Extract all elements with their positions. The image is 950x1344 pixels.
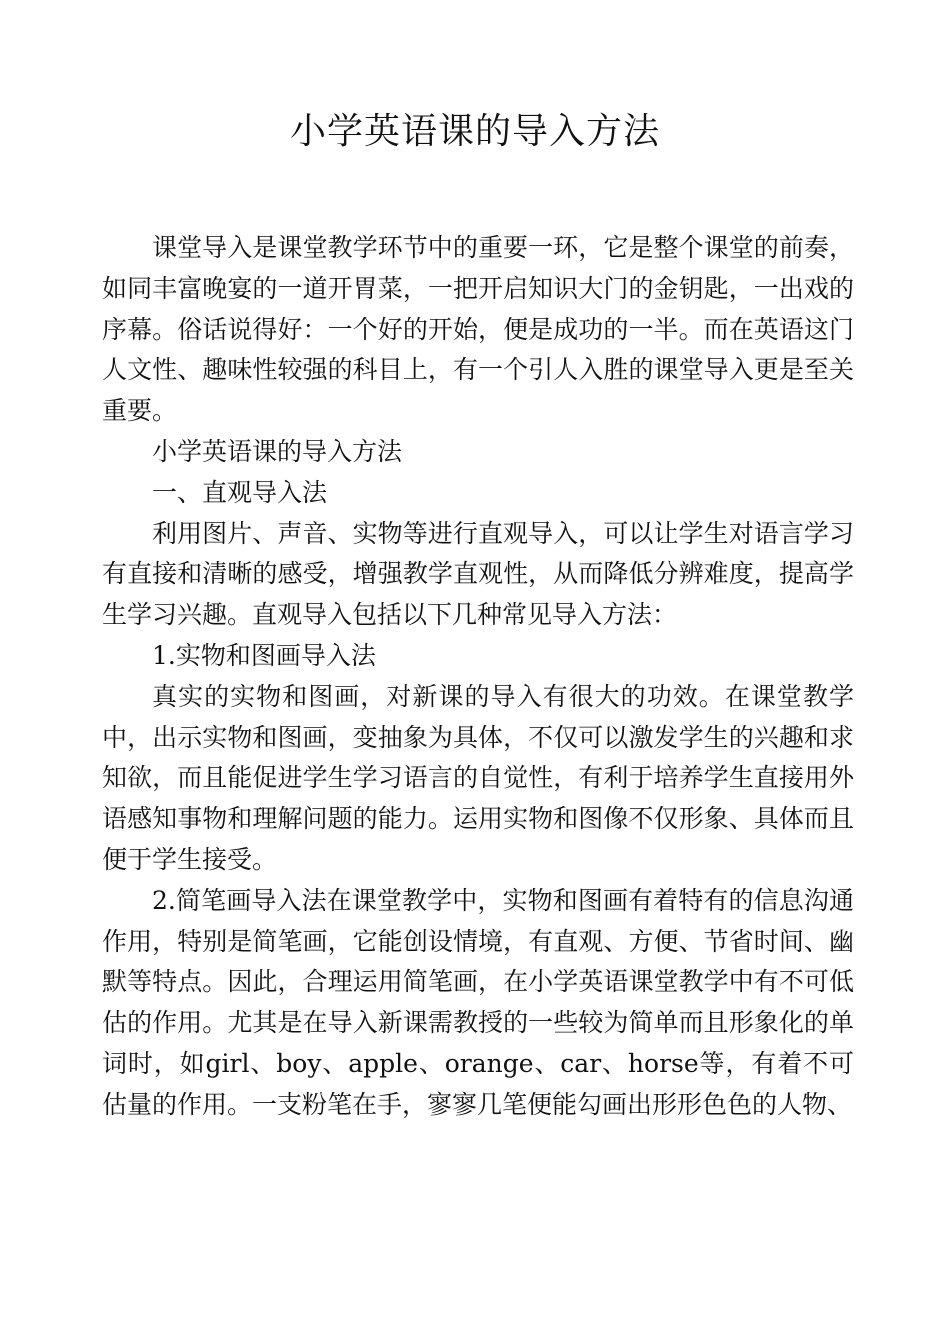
paragraph-method-one-body: 利用图片、声音、实物等进行直观导入，可以让学生对语言学习有直接和清晰的感受，增强教学直观性，从而降低分辨难度，提高学生学习兴趣。直观导入包括以下几种常见导入方法：	[102, 518, 854, 630]
paragraph-subheading-1: 1.实物和图画导入法	[152, 640, 376, 670]
document-title: 小学英语课的导入方法	[289, 111, 660, 152]
document-body	[102, 228, 854, 1126]
paragraph-real-objects: 真实的实物和图画，对新课的导入有很大的功效。在课堂教学中，出示实物和图画，变抽象为具体，不仅可以激发学生的兴趣和求知欲，而且能促进学生学习语言的自觉性，有利于培养学生直接用外语感知事物和理解问题的能力。运用实物和图像不仅形象、具体而且便于学生接受。	[102, 681, 854, 874]
paragraph-method-one-heading: 一、直观导入法	[152, 477, 328, 507]
paragraph-intro: 课堂导入是课堂教学环节中的重要一环，它是整个课堂的前奏，如同丰富晚宴的一道开胃菜，一把开启知识大门的金钥匙，一出戏的序幕。俗话说得好：一个好的开始，便是成功的一半。而在英语这门人文性、趣味性较强的科目上，有一个引人入胜的课堂导入更是至关重要。	[102, 233, 854, 426]
paragraph-section-heading: 小学英语课的导入方法	[152, 436, 403, 466]
paragraph-stick-drawing: 2.简笔画导入法在课堂教学中，实物和图画有着特有的信息沟通作用，特别是简笔画，它能创设情境，有直观、方便、节省时间、幽默等特点。因此，合理运用简笔画，在小学英语课堂教学中有不可低估的作用。尤其是在导入新课需教授的一些较为简单而且形象化的单词时，如girl、boy、apple、orange、car、horse等，有着不可估量的作用。一支粉笔在手，寥寥几笔便能勾画出形形色色的人物、	[102, 885, 854, 1119]
